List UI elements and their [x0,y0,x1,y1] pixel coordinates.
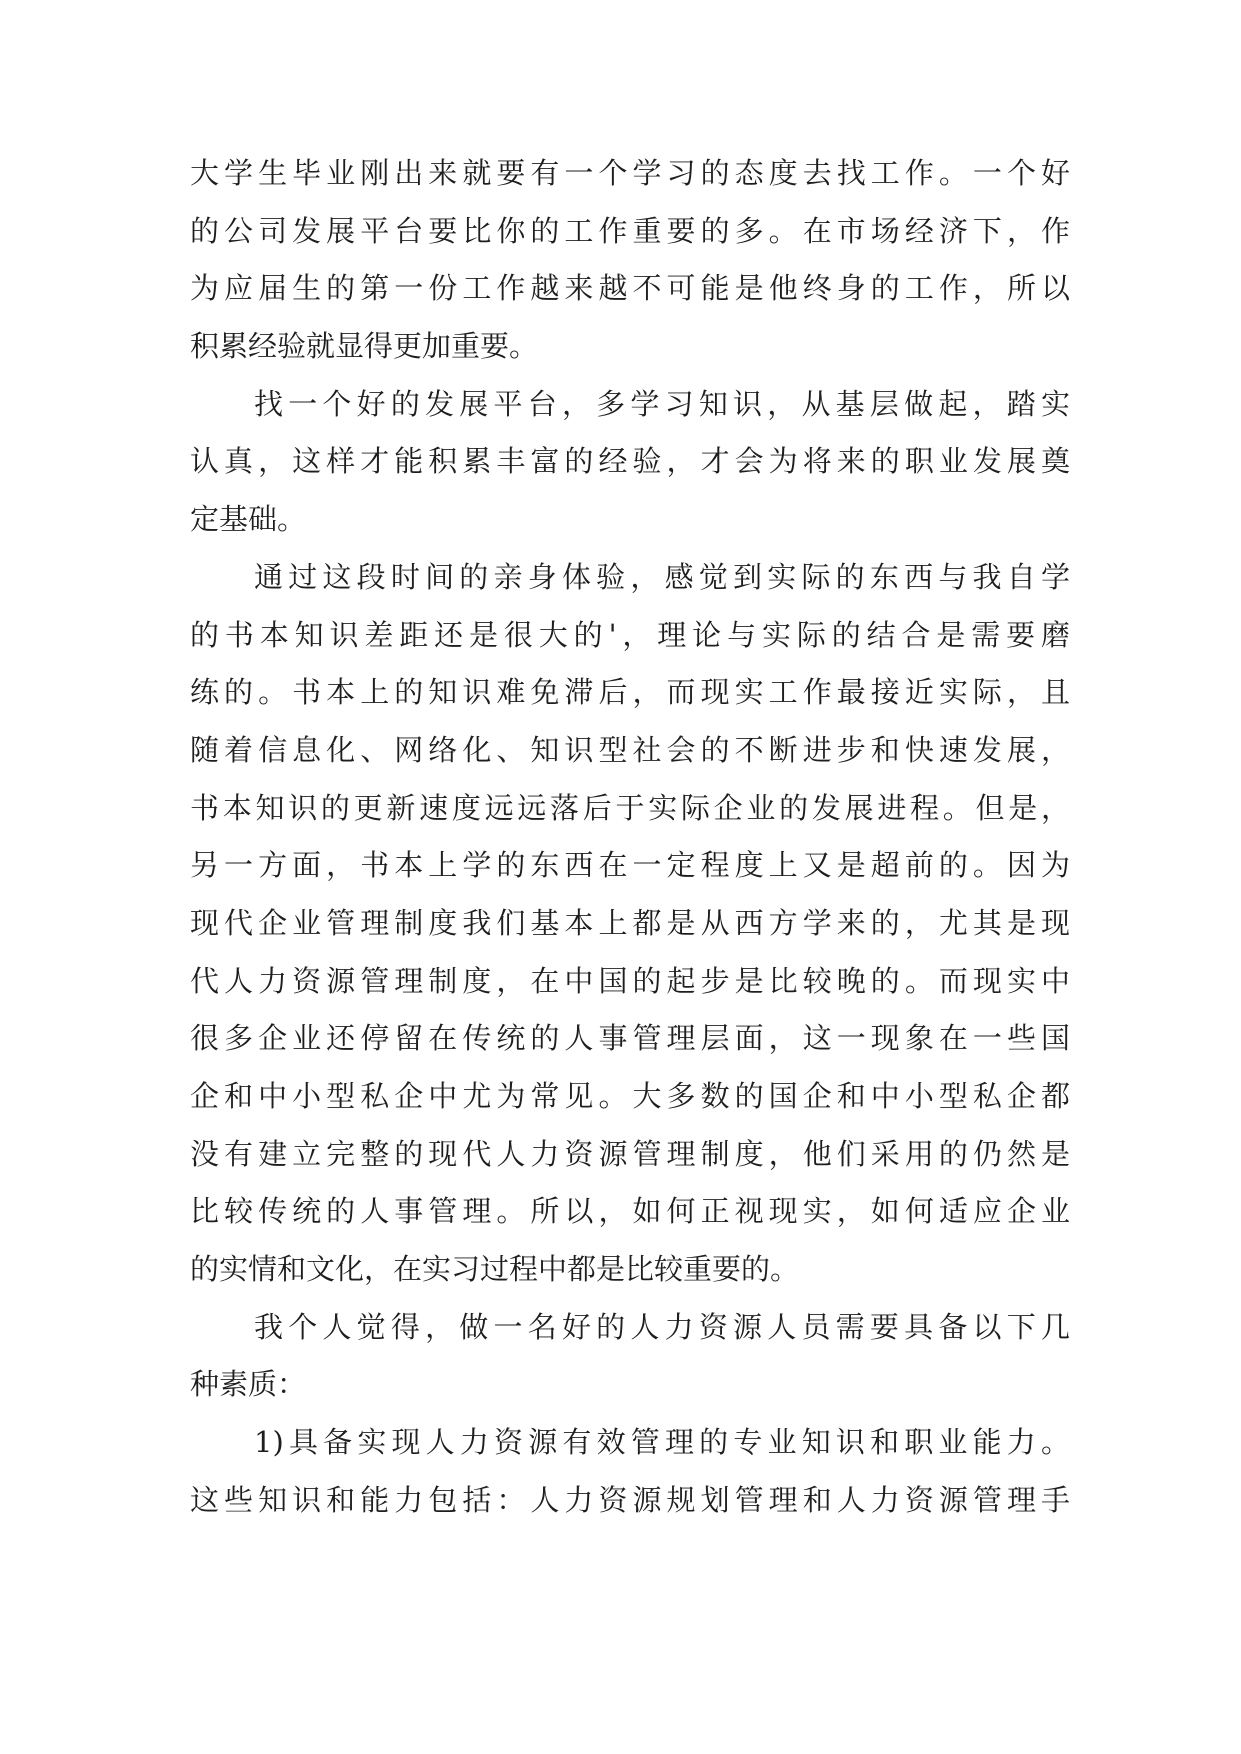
text-line: 现代企业管理制度我们基本上都是从西方学来的，尤其是现 [190,905,1070,940]
text-line: 通过这段时间的亲身体验，感觉到实际的东西与我自学 [254,559,1070,594]
text-line: 我个人觉得，做一名好的人力资源人员需要具备以下几 [254,1309,1070,1344]
text-line: 随着信息化、网络化、知识型社会的不断进步和快速发展， [190,732,1070,767]
text-line: 的书本知识差距还是很大的'，理论与实际的结合是需要磨 [190,617,1070,652]
text-line: 很多企业还停留在传统的人事管理层面，这一现象在一些国 [190,1021,1070,1056]
text-line: 种素质： [190,1367,307,1402]
text-line: 另一方面，书本上学的东西在一定程度上又是超前的。因为 [190,848,1070,883]
text-line: 的实情和文化，在实习过程中都是比较重要的。 [190,1252,800,1287]
text-line: 为应届生的第一份工作越来越不可能是他终身的工作，所以 [190,271,1070,306]
text-line: 这些知识和能力包括：人力资源规划管理和人力资源管理手 [190,1482,1070,1517]
text-line: 定基础。 [190,502,307,537]
text-line: 的公司发展平台要比你的工作重要的多。在市场经济下，作 [190,213,1070,248]
text-line: 代人力资源管理制度，在中国的起步是比较晚的。而现实中 [190,963,1070,998]
text-line: 没有建立完整的现代人力资源管理制度，他们采用的仍然是 [190,1136,1070,1171]
document-page [190,145,1070,1530]
text-line: 积累经验就显得更加重要。 [190,329,539,364]
text-line: 企和中小型私企中尤为常见。大多数的国企和中小型私企都 [190,1079,1070,1113]
text-line: 大学生毕业刚出来就要有一个学习的态度去找工作。一个好 [190,156,1070,190]
text-line: 找一个好的发展平台，多学习知识，从基层做起，踏实 [254,386,1070,421]
text-line: 认真，这样才能积累丰富的经验，才会为将来的职业发展奠 [190,444,1070,479]
text-line: 1)具备实现人力资源有效管理的专业知识和职业能力。 [254,1425,1070,1460]
text-line: 练的。书本上的知识难免滞后，而现实工作最接近实际，且 [190,675,1070,710]
text-line: 书本知识的更新速度远远落后于实际企业的发展进程。但是， [190,790,1070,825]
text-line: 比较传统的人事管理。所以，如何正视现实，如何适应企业 [190,1194,1070,1229]
